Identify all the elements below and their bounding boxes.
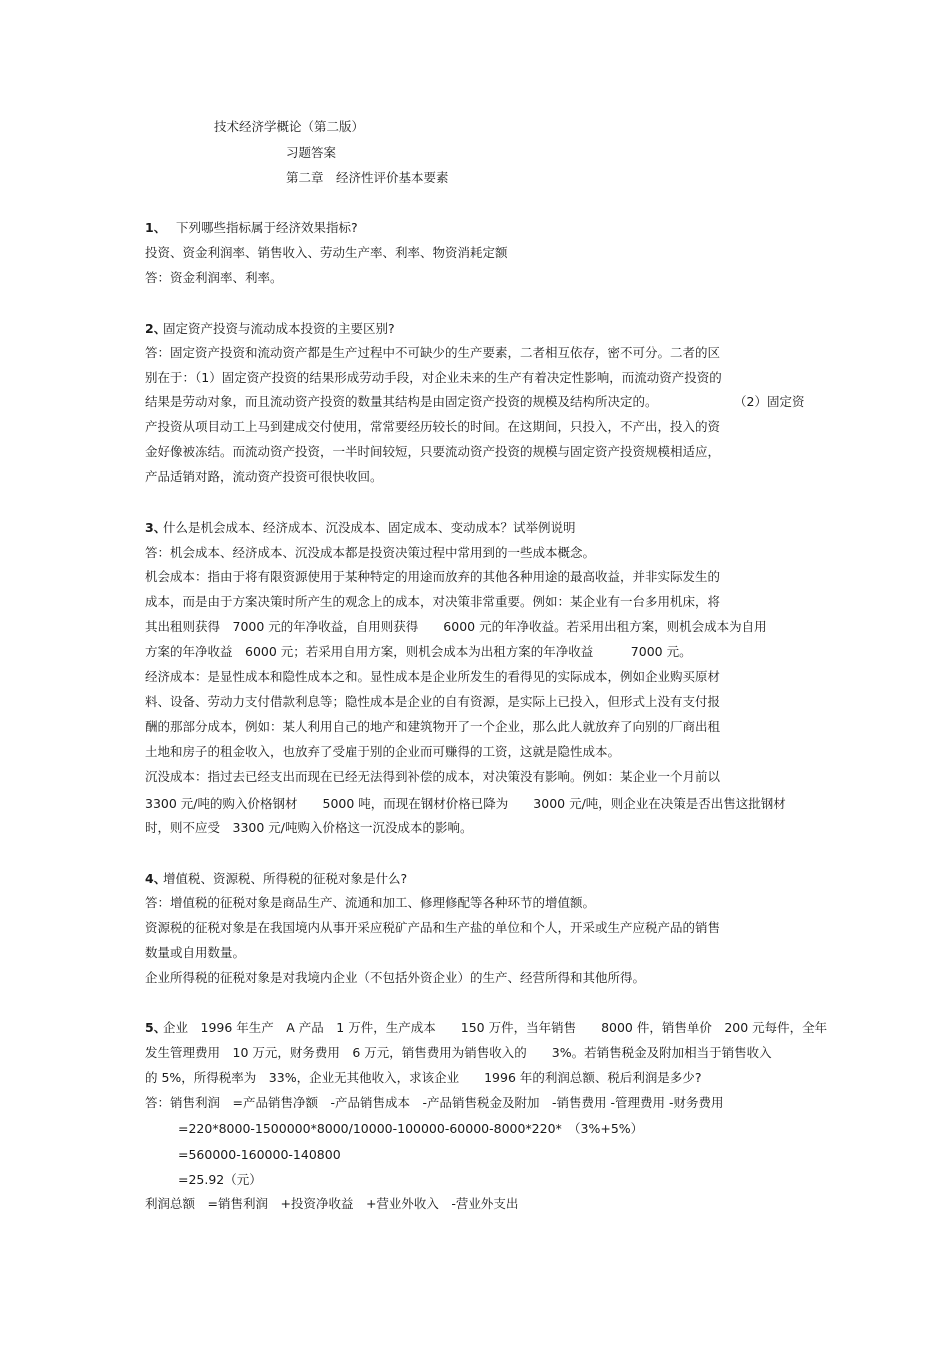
q1-answer: 答：资金利润率、利率。	[145, 270, 283, 285]
q2-question: 固定资产投资与流动成本投资的主要区别?	[163, 321, 395, 336]
q2-line: 产投资从项目动工上马到建成交付使用，常常要经历较长的时间。在这期间，只投入，不产出，投入的资	[145, 419, 721, 434]
q3-number: 3、	[145, 520, 167, 535]
q5-answer-line: 答：销售利润 =产品销售净额 -产品销售成本 -产品销售税金及附加 -销售费用 -管理费用 -财务费用	[145, 1095, 724, 1110]
q2-number: 2、	[145, 321, 167, 336]
q2-line: 结果是劳动对象，而且流动资产投资的数量其结构是由固定资产投资的规模及结构所决定的。	[145, 394, 658, 409]
q3-line: 3300 元/吨的购入价格钢材 5000 吨，而现在钢材价格已降为 3000 元/吨，则企业在决策是否出售这批钢材	[145, 796, 786, 811]
q4-line: 资源税的征税对象是在我国境内从事开采应税矿产品和生产盐的单位和个人，开采或生产应税产品的销售	[145, 920, 721, 935]
q3-line: 土地和房子的租金收入，也放弃了受雇于别的企业而可赚得的工资，这就是隐性成本。	[145, 744, 621, 759]
q2-line: 产品适销对路，流动资产投资可很快收回。	[145, 469, 383, 484]
q3-line: 成本，而是由于方案决策时所产生的观念上的成本，对决策非常重要。例如：某企业有一台多用机床，将	[145, 594, 721, 609]
q4-question: 增值税、资源税、所得税的征税对象是什么?	[163, 871, 408, 886]
q3-line: 机会成本：指由于将有限资源使用于某种特定的用途而放弃的其他各种用途的最高收益，并非实际发生的	[145, 569, 721, 584]
q3-line: 沉没成本：指过去已经支出而现在已经无法得到补偿的成本，对决策没有影响。例如：某企业一个月前以	[145, 769, 721, 784]
q4-number: 4、	[145, 871, 167, 886]
q5-answer-line: =25.92（元）	[178, 1172, 262, 1187]
book-title: 技术经济学概论（第二版）	[214, 119, 365, 134]
q3-line: 答：机会成本、经济成本、沉没成本都是投资决策过程中常用到的一些成本概念。	[145, 545, 596, 560]
q1-line: 投资、资金利润率、销售收入、劳动生产率、利率、物资消耗定额	[145, 245, 508, 260]
q5-answer-line: =560000-160000-140800	[178, 1147, 341, 1162]
q3-line: 酬的那部分成本，例如：某人利用自己的地产和建筑物开了一个企业，那么此人就放弃了向别的厂商出租	[145, 719, 721, 734]
q2-line: 金好像被冻结。而流动资产投资，一半时间较短，只要流动资产投资的规模与固定资产投资规模相适应，	[145, 444, 721, 459]
q5-answer-line: 利润总额 =销售利润 +投资净收益 +营业外收入 -营业外支出	[145, 1196, 519, 1211]
chapter-title: 第二章 经济性评价基本要素	[286, 170, 449, 185]
q2-line: 答：固定资产投资和流动资产都是生产过程中不可缺少的生产要素，二者相互依存，密不可分。二者的区	[145, 345, 721, 360]
q5-question-line: 发生管理费用 10 万元，财务费用 6 万元，销售费用为销售收入的 3%。若销售税金及附加相当于销售收入	[145, 1045, 772, 1060]
subtitle: 习题答案	[286, 145, 337, 160]
q2-line: 别在于：（1）固定资产投资的结果形成劳动手段，对企业未来的生产有着决定性影响，而流动资产投资的	[145, 370, 722, 385]
q3-question: 什么是机会成本、经济成本、沉没成本、固定成本、变动成本？试举例说明	[163, 520, 576, 535]
q1-question: 下列哪些指标属于经济效果指标?	[176, 220, 358, 235]
q5-number: 5、	[145, 1020, 167, 1035]
q4-line: 企业所得税的征税对象是对我境内企业（不包括外资企业）的生产、经营所得和其他所得。	[145, 970, 646, 985]
q1-number: 1、	[145, 220, 167, 235]
q5-answer-line: =220*8000-1500000*8000/10000-100000-60000-8000*220* （3%+5%）	[178, 1121, 644, 1136]
q2-line-tail: （2）固定资	[734, 394, 805, 409]
q4-line: 答：增值税的征税对象是商品生产、流通和加工、修理修配等各种环节的增值额。	[145, 895, 596, 910]
q3-line: 方案的年净收益 6000 元；若采用自用方案，则机会成本为出租方案的年净收益 7000 元。	[145, 644, 692, 659]
q5-question-line: 企业 1996 年生产 A 产品 1 万件，生产成本 150 万件，当年销售 8000 件，销售单价 200 元每件，全年	[163, 1020, 828, 1035]
q3-line: 料、设备、劳动力支付借款利息等；隐性成本是企业的自有资源，是实际上已投入，但形式上没有支付报	[145, 694, 721, 709]
q3-line: 经济成本：是显性成本和隐性成本之和。显性成本是企业所发生的看得见的实际成本，例如企业购买原材	[145, 669, 721, 684]
q4-line: 数量或自用数量。	[145, 945, 246, 960]
q5-question-line: 的 5%，所得税率为 33%，企业无其他收入，求该企业 1996 年的利润总额、税后利润是多少?	[145, 1070, 702, 1085]
q3-line: 其出租则获得 7000 元的年净收益，自用则获得 6000 元的年净收益。若采用出租方案，则机会成本为自用	[145, 619, 767, 634]
q3-line: 时，则不应受 3300 元/吨购入价格这一沉没成本的影响。	[145, 820, 473, 835]
